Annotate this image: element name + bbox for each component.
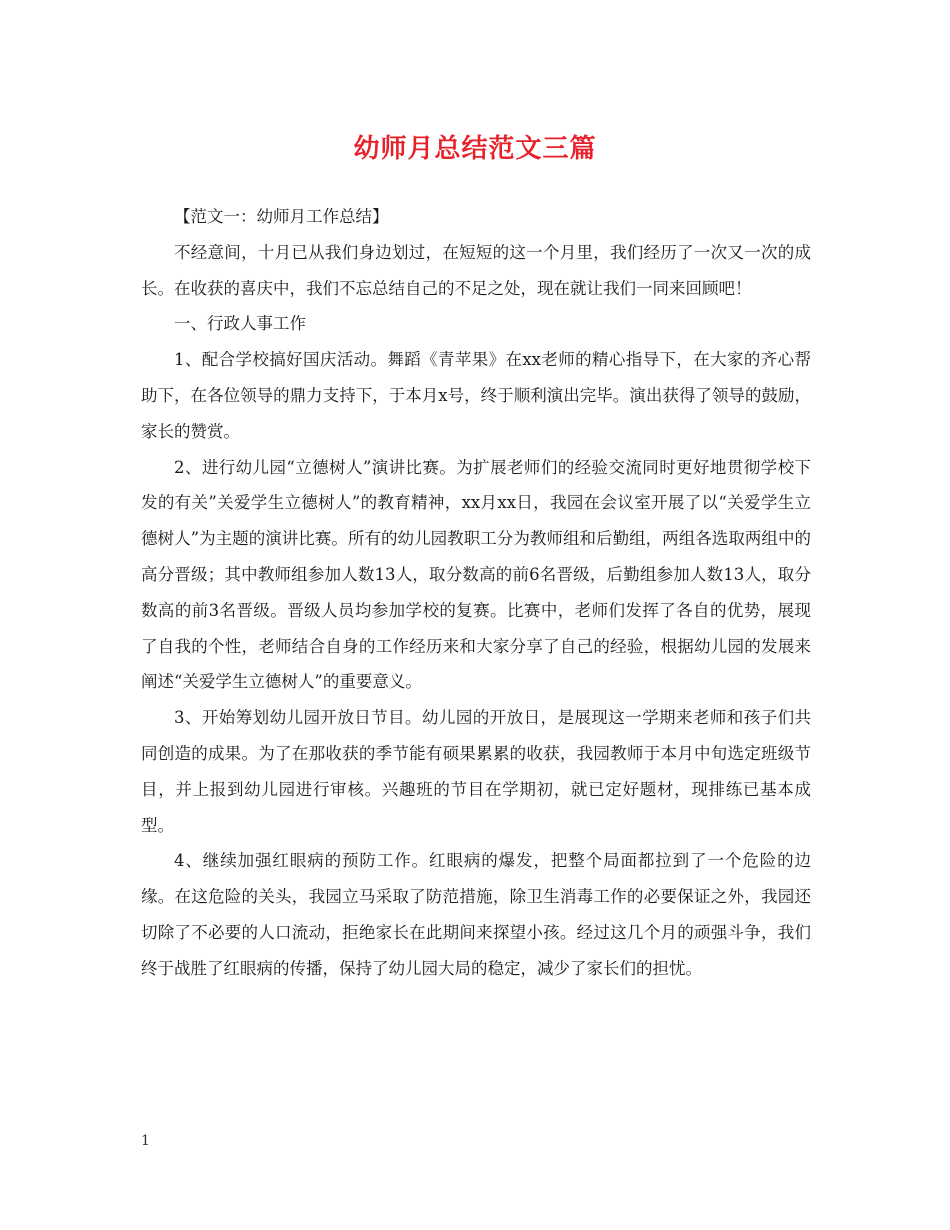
paragraph: 4、继续加强红眼病的预防工作。红眼病的爆发，把整个局面都拉到了一个危险的边缘。在这危险的关头，我园立马采取了防范措施，除卫生消毒工作的必要保证之外，我园还切除了不必要的人口流动，拒绝家长在此期间来探望小孩。经过这几个月的顽强斗争，我们终于战胜了红眼病的传播，保持了幼儿园大局的稳定，减少了家长们的担忧。: [141, 851, 811, 978]
paragraph: 不经意间，十月已从我们身边划过，在短短的这一个月里，我们经历了一次又一次的成长。在收获的喜庆中，我们不忘总结自己的不足之处，现在就让我们一同来回顾吧！: [141, 242, 811, 298]
paragraph: 2、进行幼儿园“立德树人”演讲比赛。为扩展老师们的经验交流同时更好地贯彻学校下发的有关”关爱学生立德树人”的教育精神，xx月xx日，我园在会议室开展了以“关爱学生立德树人”为主题的演讲比赛。所有的幼儿园教职工分为教师组和后勤组，两组各选取两组中的高分晋级；其中教师组参加人数13人，取分数高的前6名晋级，后勤组参加人数13人，取分数高的前3名晋级。晋级人员均参加学校的复赛。比赛中，老师们发挥了各自的优势，展现了自我的个性，老师结合自身的工作经历来和大家分享了自己的经验，根据幼儿园的发展来阐述“关爱学生立德树人”的重要意义。: [141, 457, 811, 692]
document-body: [141, 199, 811, 987]
page-number: 1: [141, 1133, 150, 1149]
section-heading: 【范文一：幼师月工作总结】: [174, 207, 389, 226]
paragraph: 1、配合学校搞好国庆活动。舞蹈《青苹果》在xx老师的精心指导下，在大家的齐心帮助下，在各位领导的鼎力支持下，于本月x号，终于顺利演出完毕。演出获得了领导的鼓励，家长的赞赏。: [141, 350, 811, 441]
document-title: 幼师月总结范文三篇: [353, 134, 597, 164]
subsection-heading: 一、行政人事工作: [174, 314, 306, 334]
paragraph: 3、开始筹划幼儿园开放日节目。幼儿园的开放日，是展现这一学期来老师和孩子们共同创造的成果。为了在那收获的季节能有硕果累累的收获，我园教师于本月中旬选定班级节目，并上报到幼儿园进行审核。兴趣班的节目在学期初，就已定好题材，现排练已基本成型。: [141, 708, 811, 835]
